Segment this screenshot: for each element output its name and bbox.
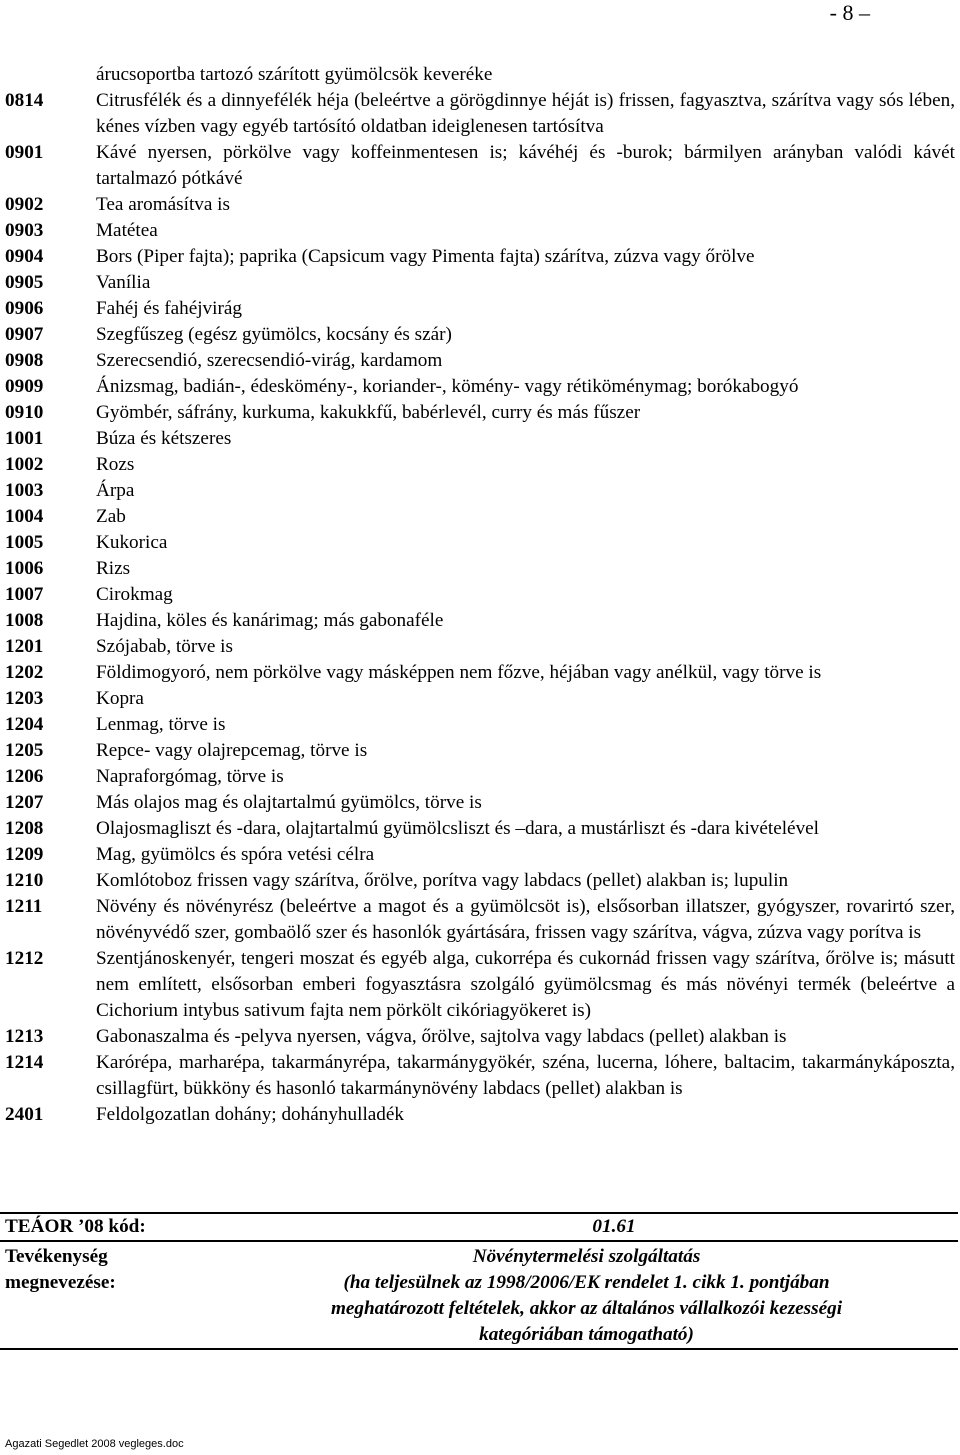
hs-code: 0908 — [5, 350, 44, 371]
item-description: Növény és növényrész (beleértve a magot és a gyümölcsöt is), elsősorban illatszer, gyógyszer, rovarirtó szer, növényvédő szer, gombaölő szer és hasonlók gyártására, frissen vagy szárítva, vágva, zúzva vagy porítva is — [96, 896, 955, 943]
hs-code: 1207 — [5, 792, 44, 813]
item-description: Más olajos mag és olajtartalmú gyümölcs, törve is — [96, 792, 482, 813]
item-description: Rozs — [96, 454, 135, 475]
list-item — [5, 660, 955, 686]
list-item — [5, 270, 955, 296]
hs-code: 0814 — [5, 90, 44, 111]
list-item — [5, 738, 955, 764]
hs-code: 0910 — [5, 402, 44, 423]
activity-label-line: Tevékenység — [5, 1246, 108, 1267]
item-description: Mag, gyümölcs és spóra vetési célra — [96, 844, 375, 865]
hs-code: 0906 — [5, 298, 44, 319]
item-description: Feldolgozatlan dohány; dohányhulladék — [96, 1104, 404, 1125]
item-description: Napraforgómag, törve is — [96, 766, 284, 787]
list-item — [5, 634, 955, 660]
hs-code: 1209 — [5, 844, 44, 865]
list-item — [5, 608, 955, 634]
product-code-list — [5, 62, 955, 1128]
hs-code: 1004 — [5, 506, 44, 527]
hs-code: 1213 — [5, 1026, 44, 1047]
list-item — [5, 218, 955, 244]
hs-code — [5, 62, 96, 88]
list-item — [5, 712, 955, 738]
list-item — [5, 946, 955, 1024]
hs-code: 1204 — [5, 714, 44, 735]
list-item — [5, 790, 955, 816]
list-item — [5, 322, 955, 348]
activity-label-line: megnevezése: — [5, 1272, 116, 1293]
item-description: Matétea — [96, 220, 158, 241]
teaor-code-value: 01.61 — [592, 1216, 636, 1237]
item-description: Földimogyoró, nem pörkölve vagy másképpen nem főzve, héjában vagy anélkül, vagy törve is — [96, 662, 822, 683]
item-description: Lenmag, törve is — [96, 714, 226, 735]
hs-code: 2401 — [5, 1104, 44, 1125]
activity-value-line: Növénytermelési szolgáltatás — [472, 1246, 701, 1267]
activity-value-line: meghatározott feltételek, akkor az általános vállalkozói kezességi — [330, 1298, 843, 1319]
list-item — [5, 556, 955, 582]
activity-value-line: (ha teljesülnek az 1998/2006/EK rendelet 1. cikk 1. pontjában — [343, 1272, 830, 1293]
activity-value — [275, 1244, 958, 1348]
hs-code: 1214 — [5, 1052, 44, 1073]
item-description: árucsoportba tartozó szárított gyümölcsök keveréke — [96, 64, 493, 85]
hs-code: 0907 — [5, 324, 44, 345]
activity-label — [0, 1244, 275, 1348]
activity-value-line: kategóriában támogatható) — [479, 1324, 694, 1345]
hs-code: 1008 — [5, 610, 44, 631]
item-description: Kukorica — [96, 532, 168, 553]
hs-code: 1202 — [5, 662, 44, 683]
item-description: Búza és kétszeres — [96, 428, 232, 449]
hs-code: 1205 — [5, 740, 44, 761]
hs-code: 0902 — [5, 194, 44, 215]
list-item — [5, 62, 955, 88]
hs-code: 1203 — [5, 688, 44, 709]
hs-code: 1006 — [5, 558, 44, 579]
item-description: Olajosmagliszt és -dara, olajtartalmú gyümölcsliszt és –dara, a mustárliszt és -dara kivételével — [96, 818, 820, 839]
hs-code: 1212 — [5, 948, 44, 969]
hs-code: 1206 — [5, 766, 44, 787]
list-item — [5, 1024, 955, 1050]
item-description: Hajdina, köles és kanárimag; más gabonaféle — [96, 610, 444, 631]
teaor-activity-row — [0, 1242, 958, 1348]
item-description: Szójabab, törve is — [96, 636, 233, 657]
item-description: Ánizsmag, badián-, édeskömény-, koriander-, kömény- vagy rétiköménymag; borókabogyó — [96, 376, 799, 397]
list-item — [5, 816, 955, 842]
item-description: Cirokmag — [96, 584, 173, 605]
item-description: Rizs — [96, 558, 131, 579]
hs-code: 1003 — [5, 480, 44, 501]
list-item — [5, 192, 955, 218]
list-item — [5, 686, 955, 712]
item-description: Bors (Piper fajta); paprika (Capsicum vagy Pimenta fajta) szárítva, zúzva vagy őrölve — [96, 246, 755, 267]
list-item — [5, 504, 955, 530]
teaor-code-row — [0, 1214, 958, 1242]
list-item — [5, 894, 955, 946]
list-item — [5, 842, 955, 868]
list-item — [5, 452, 955, 478]
hs-code: 1005 — [5, 532, 44, 553]
hs-code: 1007 — [5, 584, 44, 605]
list-item — [5, 244, 955, 270]
list-item — [5, 530, 955, 556]
hs-code: 1001 — [5, 428, 44, 449]
list-item — [5, 478, 955, 504]
teaor-box — [0, 1212, 958, 1350]
item-description: Tea aromásítva is — [96, 194, 230, 215]
list-item — [5, 140, 955, 192]
hs-code: 0905 — [5, 272, 44, 293]
hs-code: 1211 — [5, 896, 43, 917]
item-description: Repce- vagy olajrepcemag, törve is — [96, 740, 368, 761]
list-item — [5, 296, 955, 322]
footer-filename: Agazati Segedlet 2008 vegleges.doc — [5, 1438, 184, 1450]
list-item — [5, 1050, 955, 1102]
hs-code: 1201 — [5, 636, 44, 657]
item-description: Szerecsendió, szerecsendió-virág, kardamom — [96, 350, 443, 371]
item-description: Fahéj és fahéjvirág — [96, 298, 242, 319]
list-item — [5, 868, 955, 894]
item-description: Vanília — [96, 272, 151, 293]
item-description: Citrusfélék és a dinnyefélék héja (beleértve a görögdinnye héját is) frissen, fagyasztva, szárítva vagy sós lében, kénes vízben vagy egyéb tartósító oldatban ideiglenesen tartósítva — [96, 90, 955, 137]
item-description: Karórépa, marharépa, takarmányrépa, takarmánygyökér, széna, lucerna, lóhere, baltacim, takarmánykáposzta, csillagfürt, bükköny és hasonló takarmánynövény labdacs (pellet) alakban is — [96, 1052, 955, 1099]
hs-code: 1002 — [5, 454, 44, 475]
list-item — [5, 582, 955, 608]
item-description: Szentjánoskenyér, tengeri moszat és egyéb alga, cukorrépa és cukornád frissen vagy szárítva, őrölve is; másutt nem említett, elsősorban emberi fogyasztásra szolgáló gyümölcsmag és más növényi termék (beleértve a Cichorium intybus sativum fajta nem pörkölt cikóriagyökeret is) — [96, 948, 955, 1021]
item-description: Gabonaszalma és -pelyva nyersen, vágva, őrölve, sajtolva vagy labdacs (pellet) alakban is — [96, 1026, 787, 1047]
hs-code: 0901 — [5, 142, 44, 163]
item-description: Kávé nyersen, pörkölve vagy koffeinmentesen is; kávéhéj és -burok; bármilyen arányban valódi kávét tartalmazó pótkávé — [96, 142, 955, 189]
hs-code: 1208 — [5, 818, 44, 839]
list-item — [5, 88, 955, 140]
item-description: Szegfűszeg (egész gyümölcs, kocsány és szár) — [96, 324, 452, 345]
hs-code: 0903 — [5, 220, 44, 241]
list-item — [5, 374, 955, 400]
list-item — [5, 1102, 955, 1128]
hs-code: 0904 — [5, 246, 44, 267]
list-item — [5, 426, 955, 452]
item-description: Gyömbér, sáfrány, kurkuma, kakukkfű, babérlevél, curry és más fűszer — [96, 402, 641, 423]
item-description: Komlótoboz frissen vagy szárítva, őrölve, porítva vagy labdacs (pellet) alakban is; lupulin — [96, 870, 789, 891]
item-description: Kopra — [96, 688, 144, 709]
list-item — [5, 348, 955, 374]
list-item — [5, 764, 955, 790]
hs-code: 1210 — [5, 870, 44, 891]
item-description: Árpa — [96, 480, 135, 501]
page-number: - 8 – — [829, 0, 870, 25]
hs-code: 0909 — [5, 376, 44, 397]
list-item — [5, 400, 955, 426]
item-description: Zab — [96, 506, 126, 527]
teaor-code-label: TEÁOR ’08 kód: — [5, 1216, 146, 1237]
